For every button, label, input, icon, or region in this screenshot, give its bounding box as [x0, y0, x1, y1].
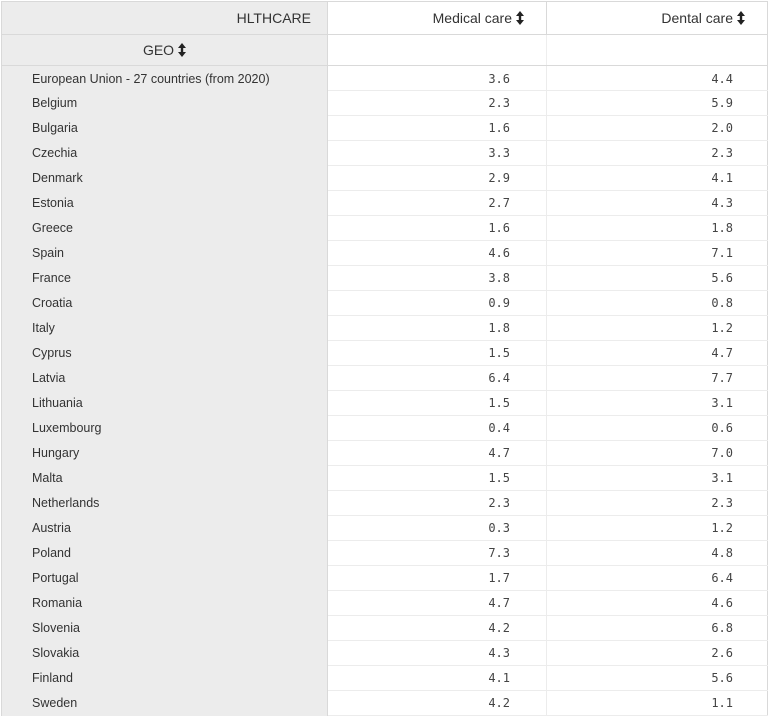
- table-row: [2, 341, 768, 366]
- table-row: [2, 166, 768, 191]
- table-row: [2, 666, 768, 691]
- geo-label: Estonia: [2, 191, 328, 216]
- table-row: [2, 266, 768, 291]
- table-row: [2, 191, 768, 216]
- geo-label: Slovenia: [2, 616, 328, 641]
- dental-care-value: 7.0: [547, 441, 768, 466]
- medical-care-value: 4.3: [328, 641, 547, 666]
- geo-label: France: [2, 266, 328, 291]
- geo-label: Cyprus: [2, 341, 328, 366]
- medical-care-value: 2.3: [328, 91, 547, 116]
- dental-care-value: 4.6: [547, 591, 768, 616]
- dental-care-value: 2.6: [547, 641, 768, 666]
- geo-label: Italy: [2, 316, 328, 341]
- medical-care-value: 3.8: [328, 266, 547, 291]
- column-header-dental-care[interactable]: [547, 2, 768, 35]
- medical-care-value: 6.4: [328, 366, 547, 391]
- sort-arrows-icon[interactable]: [737, 11, 745, 25]
- table-row: [2, 216, 768, 241]
- dental-care-value: 0.8: [547, 291, 768, 316]
- table-row: [2, 691, 768, 716]
- medical-care-value: 0.4: [328, 416, 547, 441]
- geo-dimension-header[interactable]: [2, 35, 328, 66]
- table-row: [2, 291, 768, 316]
- geo-label: Latvia: [2, 366, 328, 391]
- table-row: [2, 316, 768, 341]
- table-row: [2, 616, 768, 641]
- table-row: [2, 516, 768, 541]
- medical-care-value: 4.2: [328, 691, 547, 716]
- medical-care-value: 1.8: [328, 316, 547, 341]
- table-row: [2, 141, 768, 166]
- geo-label: Hungary: [2, 441, 328, 466]
- geo-label: Portugal: [2, 566, 328, 591]
- table-row: [2, 391, 768, 416]
- medical-care-value: 1.7: [328, 566, 547, 591]
- table-row: [2, 466, 768, 491]
- geo-dimension-label: GEO: [142, 42, 175, 58]
- geo-label: Poland: [2, 541, 328, 566]
- medical-care-value: 2.7: [328, 191, 547, 216]
- geo-label: European Union - 27 countries (from 2020): [2, 66, 328, 91]
- geo-label: Belgium: [2, 91, 328, 116]
- medical-care-value: 0.9: [328, 291, 547, 316]
- dental-care-value: 5.6: [547, 666, 768, 691]
- column-header-medical-care[interactable]: [328, 2, 547, 35]
- dental-care-value: 3.1: [547, 391, 768, 416]
- hlthcare-dimension-label: HLTHCARE: [2, 2, 328, 35]
- dental-care-value: 3.1: [547, 466, 768, 491]
- geo-label: Romania: [2, 591, 328, 616]
- geo-label: Malta: [2, 466, 328, 491]
- dental-care-value: 4.8: [547, 541, 768, 566]
- header-spacer: [547, 35, 768, 66]
- geo-label: Denmark: [2, 166, 328, 191]
- dental-care-value: 0.6: [547, 416, 768, 441]
- table-row: [2, 116, 768, 141]
- medical-care-value: 3.3: [328, 141, 547, 166]
- geo-label: Luxembourg: [2, 416, 328, 441]
- header-spacer: [328, 35, 547, 66]
- sort-arrows-icon[interactable]: [516, 11, 524, 25]
- dental-care-value: 7.1: [547, 241, 768, 266]
- medical-care-value: 1.6: [328, 116, 547, 141]
- geo-label: Slovakia: [2, 641, 328, 666]
- medical-care-value: 4.1: [328, 666, 547, 691]
- medical-care-value: 2.9: [328, 166, 547, 191]
- column-header-label: Medical care: [432, 10, 512, 26]
- geo-label: Bulgaria: [2, 116, 328, 141]
- geo-label: Spain: [2, 241, 328, 266]
- dental-care-value: 6.4: [547, 566, 768, 591]
- table-row: [2, 491, 768, 516]
- sort-arrows-icon[interactable]: [178, 43, 186, 57]
- dental-care-value: 4.3: [547, 191, 768, 216]
- medical-care-value: 1.5: [328, 391, 547, 416]
- table-row: [2, 66, 768, 91]
- dental-care-value: 2.3: [547, 141, 768, 166]
- dental-care-value: 5.6: [547, 266, 768, 291]
- dental-care-value: 1.2: [547, 316, 768, 341]
- medical-care-value: 4.7: [328, 441, 547, 466]
- table-body: [2, 66, 768, 716]
- dental-care-value: 4.1: [547, 166, 768, 191]
- table-row: [2, 91, 768, 116]
- medical-care-value: 1.5: [328, 466, 547, 491]
- medical-care-value: 7.3: [328, 541, 547, 566]
- dental-care-value: 2.3: [547, 491, 768, 516]
- table-row: [2, 241, 768, 266]
- geo-label: Finland: [2, 666, 328, 691]
- geo-label: Czechia: [2, 141, 328, 166]
- geo-label: Lithuania: [2, 391, 328, 416]
- medical-care-value: 4.6: [328, 241, 547, 266]
- medical-care-value: 2.3: [328, 491, 547, 516]
- geo-label: Austria: [2, 516, 328, 541]
- medical-care-value: 1.5: [328, 341, 547, 366]
- column-header-label: Dental care: [661, 10, 733, 26]
- dental-care-value: 7.7: [547, 366, 768, 391]
- medical-care-value: 0.3: [328, 516, 547, 541]
- table-row: [2, 566, 768, 591]
- medical-care-value: 3.6: [328, 66, 547, 91]
- table-row: [2, 441, 768, 466]
- data-table: [1, 1, 768, 716]
- row-dimension-header-row: [2, 35, 768, 66]
- dental-care-value: 1.8: [547, 216, 768, 241]
- table-row: [2, 591, 768, 616]
- dental-care-value: 4.4: [547, 66, 768, 91]
- dental-care-value: 6.8: [547, 616, 768, 641]
- geo-label: Netherlands: [2, 491, 328, 516]
- table-row: [2, 641, 768, 666]
- table-row: [2, 541, 768, 566]
- dental-care-value: 1.1: [547, 691, 768, 716]
- geo-label: Croatia: [2, 291, 328, 316]
- medical-care-value: 1.6: [328, 216, 547, 241]
- dental-care-value: 2.0: [547, 116, 768, 141]
- table-row: [2, 366, 768, 391]
- dental-care-value: 1.2: [547, 516, 768, 541]
- dental-care-value: 4.7: [547, 341, 768, 366]
- dental-care-value: 5.9: [547, 91, 768, 116]
- medical-care-value: 4.7: [328, 591, 547, 616]
- geo-label: Sweden: [2, 691, 328, 716]
- table-row: [2, 416, 768, 441]
- geo-label: Greece: [2, 216, 328, 241]
- column-header-row: [2, 2, 768, 35]
- medical-care-value: 4.2: [328, 616, 547, 641]
